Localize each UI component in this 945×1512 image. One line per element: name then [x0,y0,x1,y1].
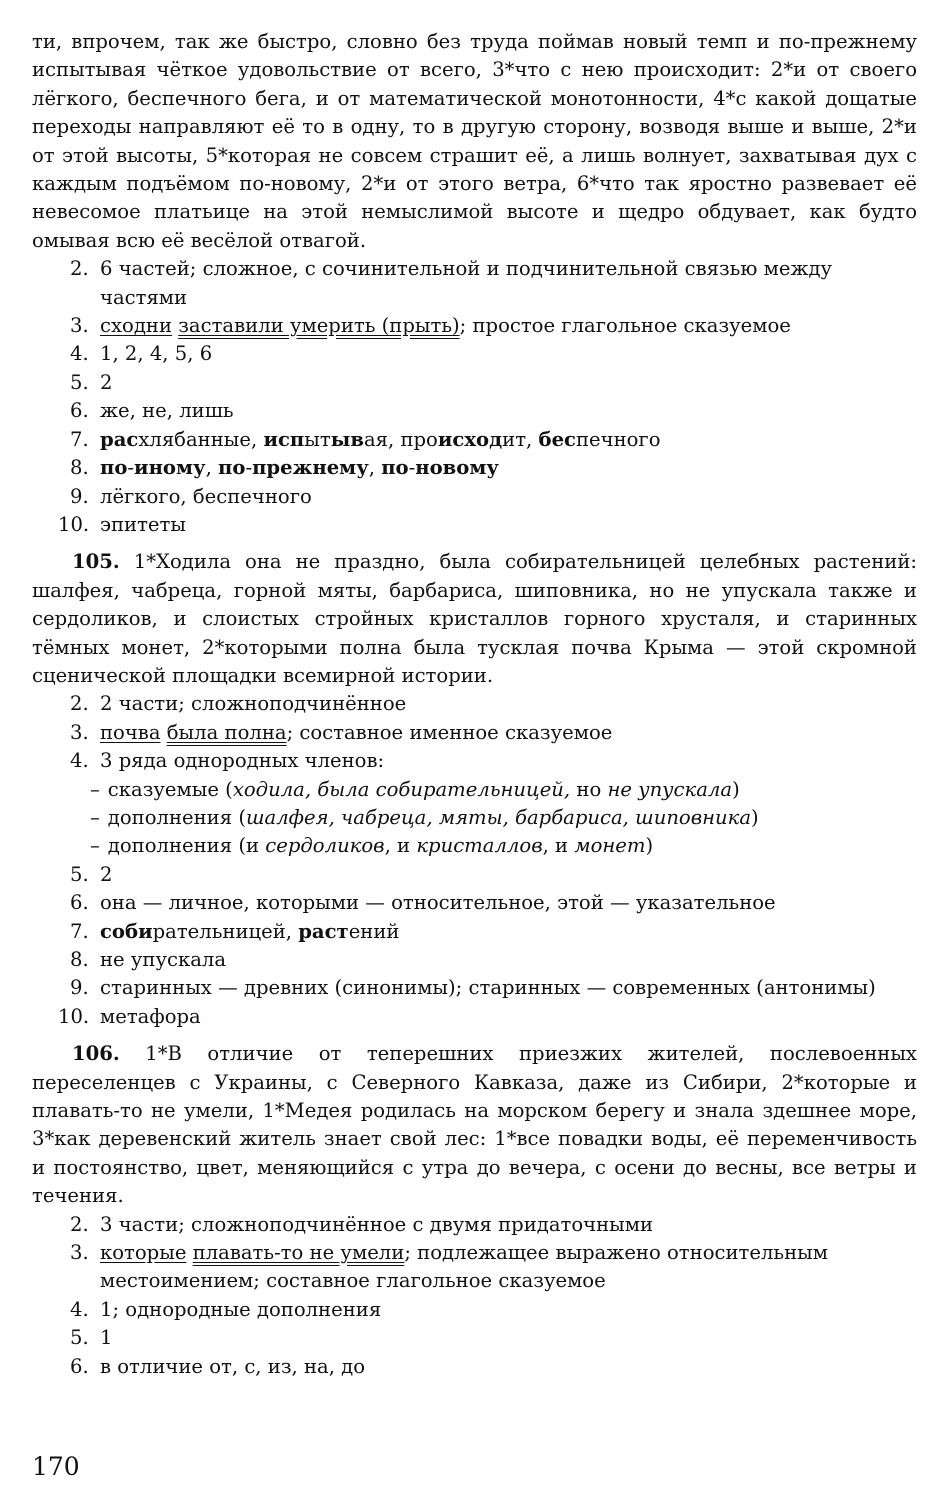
exercise-105 [32,548,917,1031]
answer-item: 2. 2 части; сложноподчинённое [70,692,407,716]
answer-item: 10. метафора [58,1004,201,1028]
answer-item: 7. собирательницей, растений [70,919,400,943]
answer-item: 4. 1; однородные дополнения [70,1297,382,1321]
answer-item: 9. лёгкого, беспечного [70,484,312,508]
answer-item: 3. которые плавать-то не умели; подлежащее выражено относительным местоимением; составное глагольное сказуемое [70,1241,828,1293]
answer-item: 8. по-иному, по-прежнему, по-новому [70,456,499,480]
sub-item: – дополнения (шалфея, чабреца, мяты, барбариса, шиповника) [90,805,759,829]
answer-item: 3. сходни заставили умерить (прыть); простое глагольное сказуемое [70,314,791,338]
sub-item: – дополнения (и сердоликов, и кристаллов, и монет) [90,834,654,858]
answer-item: 5. 1 [70,1326,113,1350]
exercise-number: 106. [72,1042,120,1066]
subject-underlined: сходни [100,314,173,338]
answer-item: 2. 3 части; сложноподчинённое с двумя придаточными [70,1212,654,1236]
answer-item: 2. 6 частей; сложное, с сочинительной и подчинительной связью между частями [70,257,833,309]
exercise-number: 105. [72,550,120,574]
answer-item: 3. почва была полна; составное именное сказуемое [70,720,613,744]
exercise-106 [32,1040,917,1381]
exercise-106-text: 106. 1*В отличие от теперешних приезжих жителей, послевоенных переселенцев с Украины, с Северного Кавказа, даже из Сибири, 2*которые и плавать-то не умели, 1*Медея родилась на морском берегу и знала здешнее море, 3*как деревенский житель знает свой лес: 1*все повадки воды, её переменчивость и постоянство, цвет, меняющийся с утра до вечера, с осени до весны, все ветры и течения. [32,1042,917,1208]
answer-item: 6. же, не, лишь [70,399,234,423]
predicate-underlined: заставили умерить (прыть) [178,314,460,338]
answer-item: 7. расхлябанные, испытывая, происходит, беспечного [70,427,661,451]
subject-underlined: которые [100,1241,187,1265]
predicate-underlined: была полна [166,720,287,744]
answer-item: 5. 2 [70,862,113,886]
answer-item: 8. не упускала [70,948,227,971]
answer-item: 5. 2 [70,370,113,394]
answer-item: 9. старинных — древних (синонимы); старинных — современных (антонимы) [70,976,876,1000]
sub-item: – сказуемые (ходила, была собирательницей, но не упускала) [90,777,740,801]
exercise-105-text: 105. 1*Ходила она не праздно, была собирательницей целебных растений: шалфея, чабреца, горной мяты, барбариса, шиповника, но не упускала также и сердоликов, и слоистых стройных кристаллов горного хрусталя, и старинных тёмных монет, 2*которыми полна была тусклая почва Крыма — этой скромной сценической площадки всемирной истории. [32,550,917,687]
answer-item: 4. 3 ряда однородных членов: [70,749,385,773]
answer-item: 4. 1, 2, 4, 5, 6 [70,342,213,366]
top-paragraph: ти, впрочем, так же быстро, словно без труда поймав новый темп и по-прежнему испытывая чёткое удовольствие от всего, 3*что с нею происходит: 2*и от своего лёгкого, беспечного бега, и от математической монотонности, 4*с какой дощатые переходы направляют её то в одну, то в другую сторону, возводя выше и выше, 2*и от этой высоты, 5*которая не совсем страшит её, а лишь волнует, захватывая дух с каждым подъёмом по-новому, 2*и от этого ветра, 6*что так яростно развевает её невесомое платьице на этой немыслимой высоте и щедро обдувает, как будто омывая всю её весёлой отвагой. [32,30,917,252]
predicate-underlined: плавать-то не умели [192,1241,405,1265]
answer-item: 6. она — личное, которыми — относительное, этой — указательное [70,891,776,915]
answer-item: 6. в отличие от, с, из, на, до [70,1354,366,1378]
textbook-page [32,28,917,1381]
subject-underlined: почва [100,720,161,744]
page-number: 170 [32,1452,80,1481]
answer-item: 10. эпитеты [58,512,186,536]
exercise-104-answers [32,255,917,539]
